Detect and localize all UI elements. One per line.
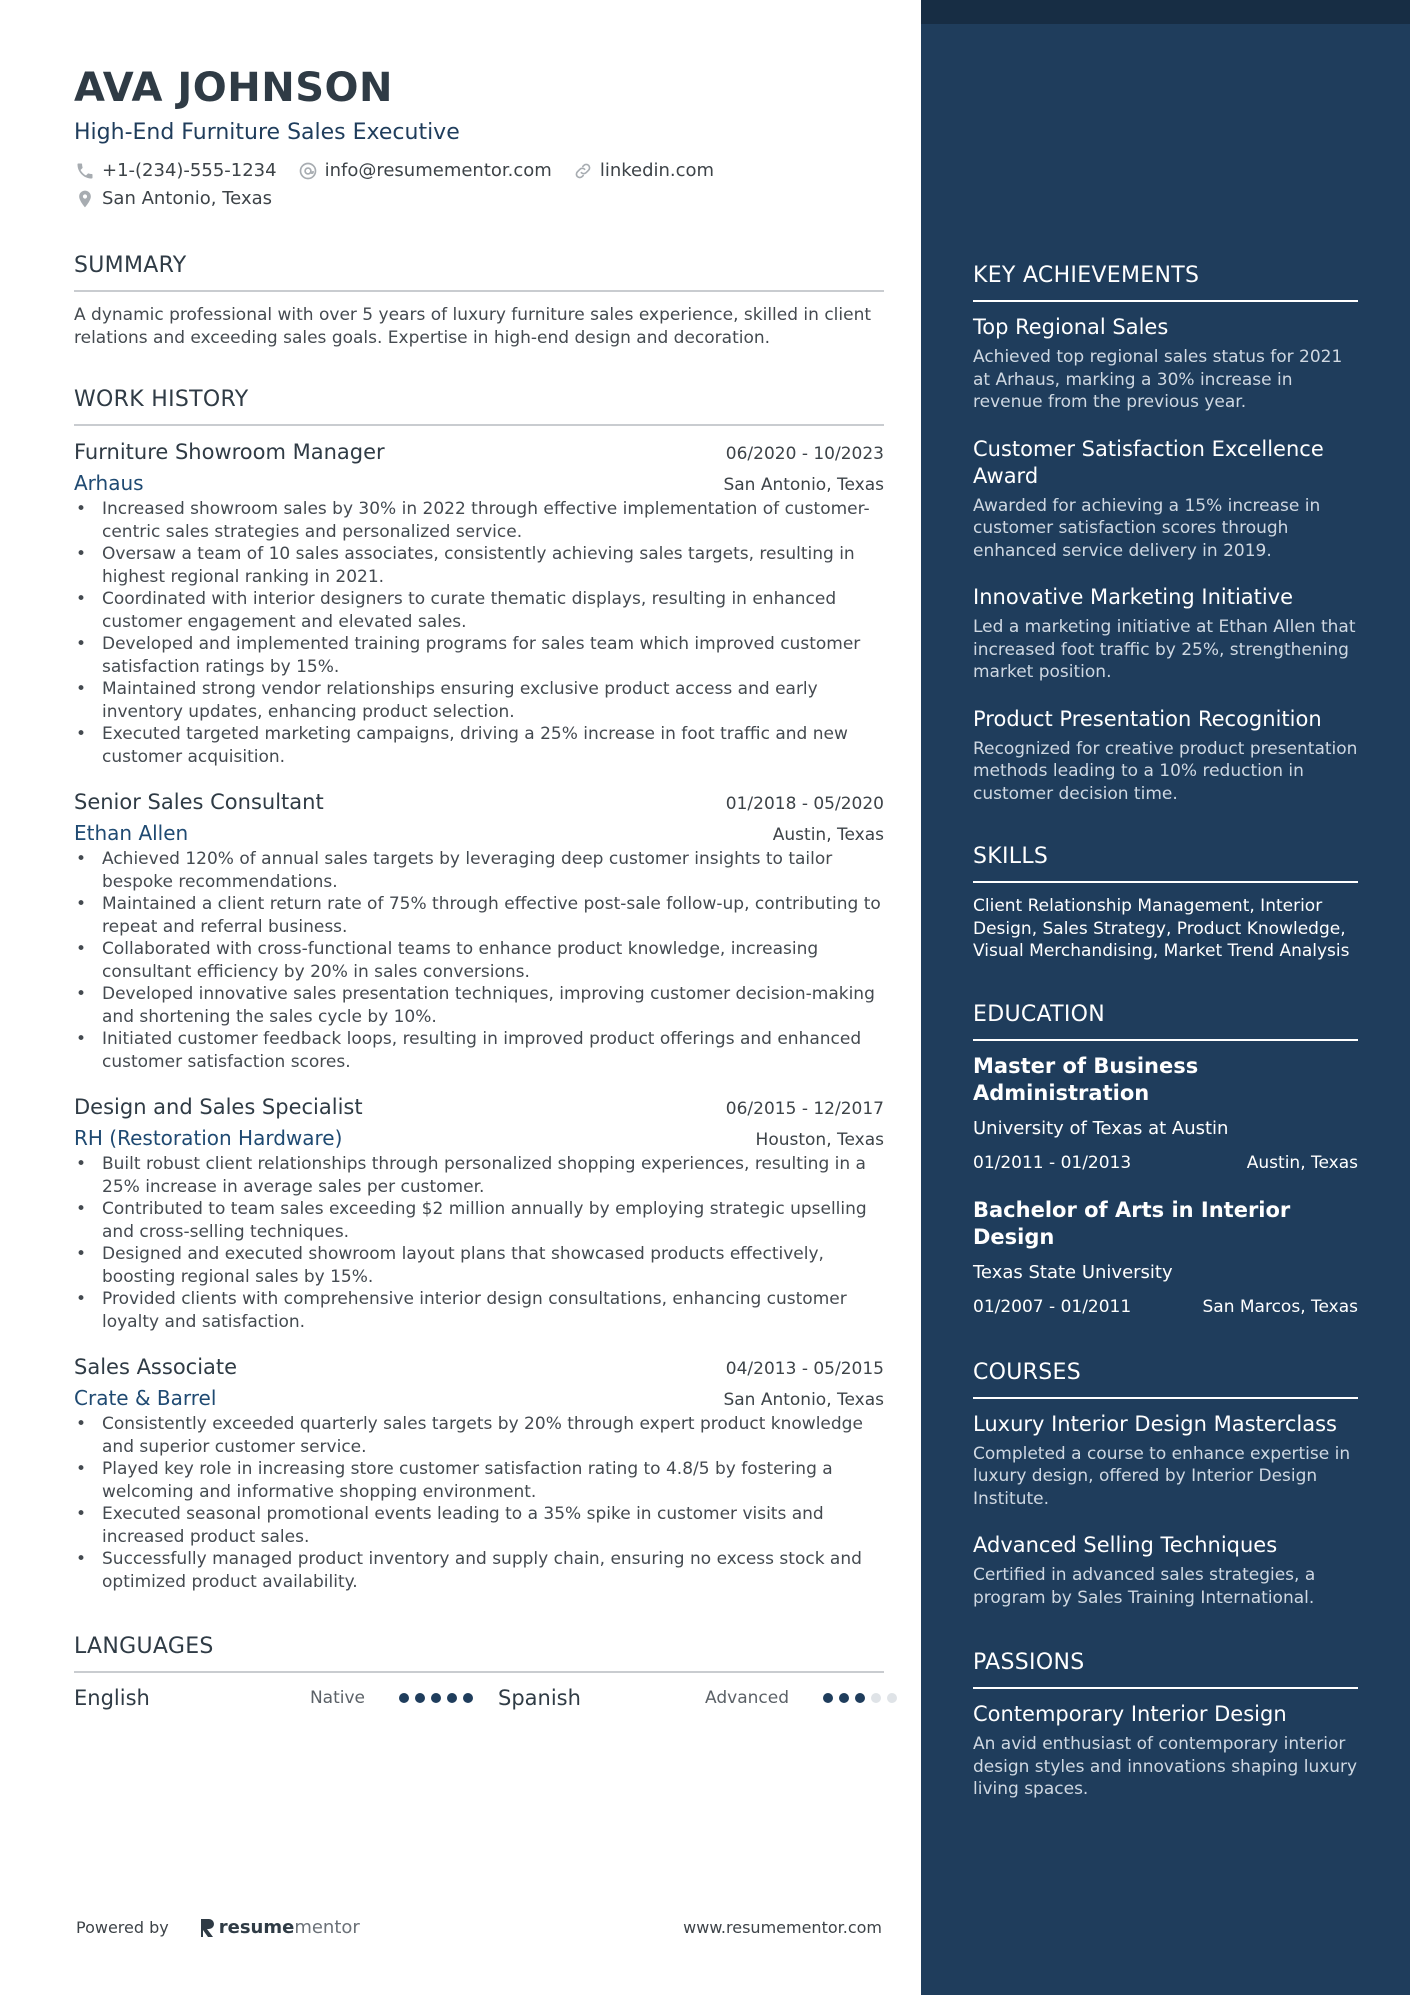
achievement-item [973, 706, 1358, 806]
job-dates: 01/2018 - 05/2020 [725, 794, 884, 814]
job-entry [74, 1093, 884, 1333]
job-location: Houston, Texas [755, 1130, 884, 1150]
job-entry [74, 438, 884, 768]
job-bullets [74, 848, 884, 1073]
contact-email[interactable] [297, 158, 552, 184]
course-desc: Certified in advanced sales strategies, a program by Sales Training International. [973, 1565, 1316, 1608]
language-rating [823, 1693, 903, 1703]
passion-title: Contemporary Interior Design [973, 1702, 1287, 1726]
achievement-desc: Led a marketing initiative at Ethan Allen that increased foot traffic by 25%, strengthening market position. [973, 617, 1356, 682]
rating-dot-filled [431, 1693, 441, 1703]
job-subheader [74, 1385, 884, 1411]
language-list [74, 1683, 884, 1713]
skills-text: Client Relationship Management, Interior Design, Sales Strategy, Product Knowledge, Visual Merchandising, Market Trend Analysis [973, 896, 1350, 961]
job-bullets [74, 498, 884, 768]
powered-by [76, 1917, 360, 1938]
rating-dot-filled [415, 1693, 425, 1703]
powered-by-text: Powered by [76, 1918, 169, 1937]
job-location: San Antonio, Texas [723, 1390, 884, 1410]
rating-dot-filled [463, 1693, 473, 1703]
education-location: Austin, Texas [1246, 1152, 1358, 1173]
achievement-item [973, 314, 1358, 414]
contact-phone[interactable] [74, 158, 277, 184]
link-icon [572, 160, 594, 182]
job-header [74, 788, 884, 816]
phone-icon [74, 160, 96, 182]
language-item [498, 1686, 903, 1710]
education-school: Texas State University [973, 1261, 1173, 1283]
bullet-item: • Achieved 120% of annual sales targets by leveraging deep customer insights to tailor bespoke recommendations. [74, 848, 884, 893]
linkedin-text: linkedin.com [599, 160, 715, 181]
job-dates: 06/2020 - 10/2023 [725, 444, 884, 464]
brand-logo[interactable] [199, 1917, 360, 1938]
summary-section [74, 252, 884, 350]
section-title: WORK HISTORY [74, 386, 884, 426]
job-bullets [74, 1413, 884, 1593]
bullet-item: • Successfully managed product inventory and supply chain, ensuring no excess stock and optimized product availability. [74, 1548, 884, 1593]
passion-item [973, 1701, 1358, 1801]
rating-dot-filled [823, 1693, 833, 1703]
education-school: University of Texas at Austin [973, 1117, 1229, 1139]
achievement-desc: Achieved top regional sales status for 2021 at Arhaus, marking a 30% increase in revenue from the previous year. [973, 347, 1343, 412]
rating-dot-filled [855, 1693, 865, 1703]
contact-location [74, 186, 272, 212]
job-company: RH (Restoration Hardware) [74, 1126, 343, 1150]
bullet-item: • Increased showroom sales by 30% in 2022 through effective implementation of customer-centric sales strategies and personalized service. [74, 498, 884, 543]
bullet-item: • Maintained strong vendor relationships ensuring exclusive product access and early inventory updates, enhancing product selection. [74, 678, 884, 723]
email-text: info@resumementor.com [324, 160, 552, 181]
achievement-title: Customer Satisfaction Excellence Award [973, 436, 1324, 488]
language-level: Advanced [705, 1688, 789, 1708]
education-degree: Bachelor of Arts in Interior Design [973, 1197, 1291, 1249]
education-dates: 01/2007 - 01/2011 [973, 1296, 1132, 1317]
achievements-section [973, 262, 1358, 805]
job-location: Austin, Texas [772, 825, 884, 845]
job-location: San Antonio, Texas [723, 475, 884, 495]
job-role: Furniture Showroom Manager [74, 440, 385, 464]
bullet-item: • Oversaw a team of 10 sales associates, consistently achieving sales targets, resulting in highest regional ranking in 2021. [74, 543, 884, 588]
achievement-title: Product Presentation Recognition [973, 706, 1322, 731]
job-dates: 06/2015 - 12/2017 [725, 1099, 884, 1119]
footer [76, 1917, 882, 1938]
contact-row-location [74, 186, 884, 212]
location-pin-icon [74, 188, 96, 210]
bullet-item: • Played key role in increasing store customer satisfaction rating to 4.8/5 by fostering a welcoming and informative shopping environment. [74, 1458, 884, 1503]
work-history-section [74, 386, 884, 1593]
job-subheader [74, 470, 884, 496]
job-role: Sales Associate [74, 1355, 238, 1379]
achievement-item [973, 584, 1358, 684]
skills-section [973, 843, 1358, 963]
bullet-item: • Executed seasonal promotional events leading to a 35% spike in customer visits and increased product sales. [74, 1503, 884, 1548]
course-item [973, 1411, 1358, 1511]
course-title: Luxury Interior Design Masterclass [973, 1411, 1337, 1436]
job-header [74, 1093, 884, 1121]
education-meta [973, 1151, 1358, 1175]
language-name: Spanish [498, 1686, 581, 1710]
course-item [973, 1532, 1358, 1609]
section-title: EDUCATION [973, 1001, 1358, 1041]
candidate-name: AVA JOHNSON [74, 65, 393, 111]
achievement-desc: Awarded for achieving a 15% increase in customer satisfaction scores through enhanced service delivery in 2019. [973, 495, 1321, 561]
language-rating [399, 1693, 479, 1703]
rating-dot-filled [839, 1693, 849, 1703]
bullet-item: • Provided clients with comprehensive interior design consultations, enhancing customer loyalty and satisfaction. [74, 1288, 884, 1333]
job-dates: 04/2013 - 05/2015 [725, 1359, 884, 1379]
job-company: Arhaus [74, 471, 144, 495]
footer-url[interactable]: www.resumementor.com [683, 1918, 882, 1937]
rating-dot-filled [447, 1693, 457, 1703]
achievement-item [973, 436, 1358, 563]
bullet-item: • Maintained a client return rate of 75% through effective post-sale follow-up, contributing to repeat and referral business. [74, 893, 884, 938]
passion-list [973, 1701, 1358, 1801]
bullet-item: • Consistently exceeded quarterly sales targets by 20% through expert product knowledge and superior customer service. [74, 1413, 884, 1458]
bullet-item: • Designed and executed showroom layout plans that showcased products effectively, boosting regional sales by 15%. [74, 1243, 884, 1288]
location-text: San Antonio, Texas [102, 188, 272, 209]
education-location: San Marcos, Texas [1202, 1296, 1358, 1317]
languages-section [74, 1633, 884, 1713]
sidebar [921, 0, 1410, 1995]
job-subheader [74, 820, 884, 846]
rating-dot-filled [399, 1693, 409, 1703]
candidate-title: High-End Furniture Sales Executive [74, 120, 460, 145]
courses-section [973, 1359, 1358, 1610]
summary-text: A dynamic professional with over 5 years of luxury furniture sales experience, skilled in client relations and exceeding sales goals. Expertise in high-end design and decoration. [74, 305, 872, 348]
achievement-title: Top Regional Sales [973, 315, 1169, 339]
achievement-desc: Recognized for creative product presentation methods leading to a 10% reduction in customer decision time. [973, 738, 1358, 804]
sidebar-top-band [921, 0, 1410, 24]
course-list [973, 1411, 1358, 1610]
language-item [74, 1686, 479, 1710]
job-list [74, 438, 884, 1593]
contact-row [74, 158, 884, 184]
education-item [973, 1053, 1358, 1175]
phone-text: +1-(234)-555-1234 [102, 160, 277, 181]
job-company: Ethan Allen [74, 821, 189, 845]
section-title: SUMMARY [74, 252, 884, 292]
achievement-title: Innovative Marketing Initiative [973, 585, 1294, 609]
bullet-item: • Initiated customer feedback loops, resulting in improved product offerings and enhanced customer satisfaction scores. [74, 1028, 884, 1073]
language-name: English [74, 1686, 150, 1710]
section-title: PASSIONS [973, 1649, 1358, 1689]
brand-light: mentor [294, 1917, 360, 1938]
bullet-item: • Contributed to team sales exceeding $2 million annually by employing strategic upselling and cross-selling techniques. [74, 1198, 884, 1243]
education-meta [973, 1295, 1358, 1319]
job-subheader [74, 1125, 884, 1151]
education-dates: 01/2011 - 01/2013 [973, 1152, 1132, 1173]
passions-section [973, 1649, 1358, 1801]
bullet-item: • Executed targeted marketing campaigns, driving a 25% increase in foot traffic and new customer acquisition. [74, 723, 884, 768]
language-level: Native [309, 1688, 365, 1708]
education-list [973, 1053, 1358, 1319]
course-desc: Completed a course to enhance expertise in luxury design, offered by Interior Design Institute. [973, 1443, 1351, 1509]
section-title: SKILLS [973, 843, 1358, 883]
bullet-item: • Collaborated with cross-functional teams to enhance product knowledge, increasing consultant efficiency by 20% in sales conversions. [74, 938, 884, 983]
job-entry [74, 788, 884, 1073]
rating-dot-empty [887, 1693, 897, 1703]
job-entry [74, 1353, 884, 1593]
job-role: Senior Sales Consultant [74, 790, 324, 814]
bullet-item: • Developed and implemented training programs for sales team which improved customer satisfaction ratings by 15%. [74, 633, 884, 678]
achievement-list [973, 314, 1358, 805]
contact-linkedin[interactable] [572, 158, 714, 184]
bullet-item: • Built robust client relationships through personalized shopping experiences, resulting in a 25% increase in average sales per customer. [74, 1153, 884, 1198]
section-title: LANGUAGES [74, 1633, 884, 1673]
education-section [973, 1001, 1358, 1319]
brand-bold: resume [218, 1917, 295, 1938]
job-company: Crate & Barrel [74, 1386, 217, 1410]
job-header [74, 1353, 884, 1381]
bullet-item: • Developed innovative sales presentation techniques, improving customer decision-making and shortening the sales cycle by 10%. [74, 983, 884, 1028]
job-header [74, 438, 884, 466]
passion-desc: An avid enthusiast of contemporary interior design styles and innovations shaping luxury living spaces. [973, 1734, 1358, 1799]
section-title: COURSES [973, 1359, 1358, 1399]
rating-dot-empty [871, 1693, 881, 1703]
education-item [973, 1197, 1358, 1319]
course-title: Advanced Selling Techniques [973, 1533, 1278, 1557]
education-degree: Master of Business Administration [973, 1053, 1199, 1105]
brand-logo-icon [199, 1918, 215, 1938]
bullet-item: • Coordinated with interior designers to curate thematic displays, resulting in enhanced customer engagement and elevated sales. [74, 588, 884, 633]
job-role: Design and Sales Specialist [74, 1095, 363, 1119]
at-icon [297, 160, 319, 182]
section-title: KEY ACHIEVEMENTS [973, 262, 1358, 302]
job-bullets [74, 1153, 884, 1333]
